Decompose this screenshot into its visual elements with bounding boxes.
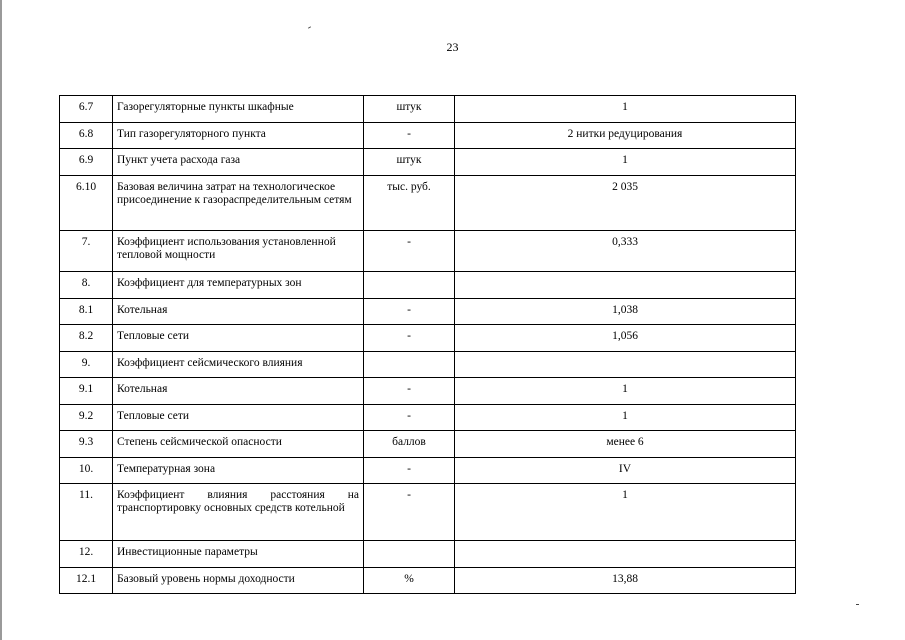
unit-cell: - — [364, 325, 455, 352]
unit-cell: - — [364, 123, 455, 149]
table-row — [60, 149, 796, 176]
row-number: 9.1 — [60, 378, 113, 405]
page-number: 23 — [446, 40, 459, 54]
value-cell: 13,88 — [455, 568, 796, 594]
value-cell: 1 — [455, 378, 796, 405]
table-row — [60, 231, 796, 272]
parameter-name: Инвестиционные параметры — [113, 541, 364, 568]
table-row — [60, 299, 796, 325]
scan-speck — [308, 26, 311, 28]
row-number: 9.2 — [60, 405, 113, 431]
table-row — [60, 96, 796, 123]
unit-cell: - — [364, 378, 455, 405]
parameter-name: Котельная — [113, 299, 364, 325]
row-number: 9. — [60, 352, 113, 378]
unit-cell: штук — [364, 96, 455, 123]
row-number: 10. — [60, 458, 113, 484]
parameter-name: Базовый уровень нормы доходности — [113, 568, 364, 594]
table-row — [60, 123, 796, 149]
parameter-name: Коэффициент влияния расстояния на транспортировку основных средств котельной — [113, 484, 364, 541]
value-cell: 1 — [455, 149, 796, 176]
row-number: 7. — [60, 231, 113, 272]
row-number: 6.9 — [60, 149, 113, 176]
parameter-name: Тепловые сети — [113, 405, 364, 431]
table-row — [60, 272, 796, 299]
value-cell: 1,038 — [455, 299, 796, 325]
parameter-name: Степень сейсмической опасности — [113, 431, 364, 458]
value-cell — [455, 352, 796, 378]
unit-cell: - — [364, 405, 455, 431]
table-row — [60, 568, 796, 594]
row-number: 8. — [60, 272, 113, 299]
value-cell: 1,056 — [455, 325, 796, 352]
value-cell: 1 — [455, 484, 796, 541]
value-cell: менее 6 — [455, 431, 796, 458]
table-row — [60, 352, 796, 378]
parameters-table — [59, 95, 796, 594]
value-cell: IV — [455, 458, 796, 484]
row-number: 6.7 — [60, 96, 113, 123]
unit-cell — [364, 352, 455, 378]
parameter-name: Базовая величина затрат на технологическое присоединение к газораспределительным сетям — [113, 176, 364, 231]
unit-cell: - — [364, 231, 455, 272]
table-row — [60, 541, 796, 568]
unit-cell: % — [364, 568, 455, 594]
row-number: 6.8 — [60, 123, 113, 149]
row-number: 12. — [60, 541, 113, 568]
parameter-name: Коэффициент использования установленной тепловой мощности — [113, 231, 364, 272]
table-row — [60, 431, 796, 458]
row-number: 6.10 — [60, 176, 113, 231]
parameter-name: Тип газорегуляторного пункта — [113, 123, 364, 149]
parameter-name: Температурная зона — [113, 458, 364, 484]
unit-cell: баллов — [364, 431, 455, 458]
value-cell: 2 035 — [455, 176, 796, 231]
unit-cell — [364, 541, 455, 568]
value-cell — [455, 272, 796, 299]
table-row — [60, 458, 796, 484]
parameter-name: Коэффициент сейсмического влияния — [113, 352, 364, 378]
table-row — [60, 484, 796, 541]
row-number: 8.2 — [60, 325, 113, 352]
table-row — [60, 176, 796, 231]
unit-cell: штук — [364, 149, 455, 176]
unit-cell: - — [364, 299, 455, 325]
value-cell: 1 — [455, 405, 796, 431]
value-cell: 0,333 — [455, 231, 796, 272]
parameter-name: Газорегуляторные пункты шкафные — [113, 96, 364, 123]
value-cell: 1 — [455, 96, 796, 123]
unit-cell — [364, 272, 455, 299]
unit-cell: - — [364, 458, 455, 484]
value-cell: 2 нитки редуцирования — [455, 123, 796, 149]
row-number: 8.1 — [60, 299, 113, 325]
table-row — [60, 378, 796, 405]
parameter-name: Пункт учета расхода газа — [113, 149, 364, 176]
scan-speck — [856, 604, 859, 605]
row-number: 11. — [60, 484, 113, 541]
value-cell — [455, 541, 796, 568]
page-left-edge — [0, 0, 2, 640]
parameter-name: Коэффициент для температурных зон — [113, 272, 364, 299]
row-number: 12.1 — [60, 568, 113, 594]
table-row — [60, 405, 796, 431]
parameter-name: Тепловые сети — [113, 325, 364, 352]
table-row — [60, 325, 796, 352]
parameter-name: Котельная — [113, 378, 364, 405]
unit-cell: - — [364, 484, 455, 541]
row-number: 9.3 — [60, 431, 113, 458]
unit-cell: тыс. руб. — [364, 176, 455, 231]
